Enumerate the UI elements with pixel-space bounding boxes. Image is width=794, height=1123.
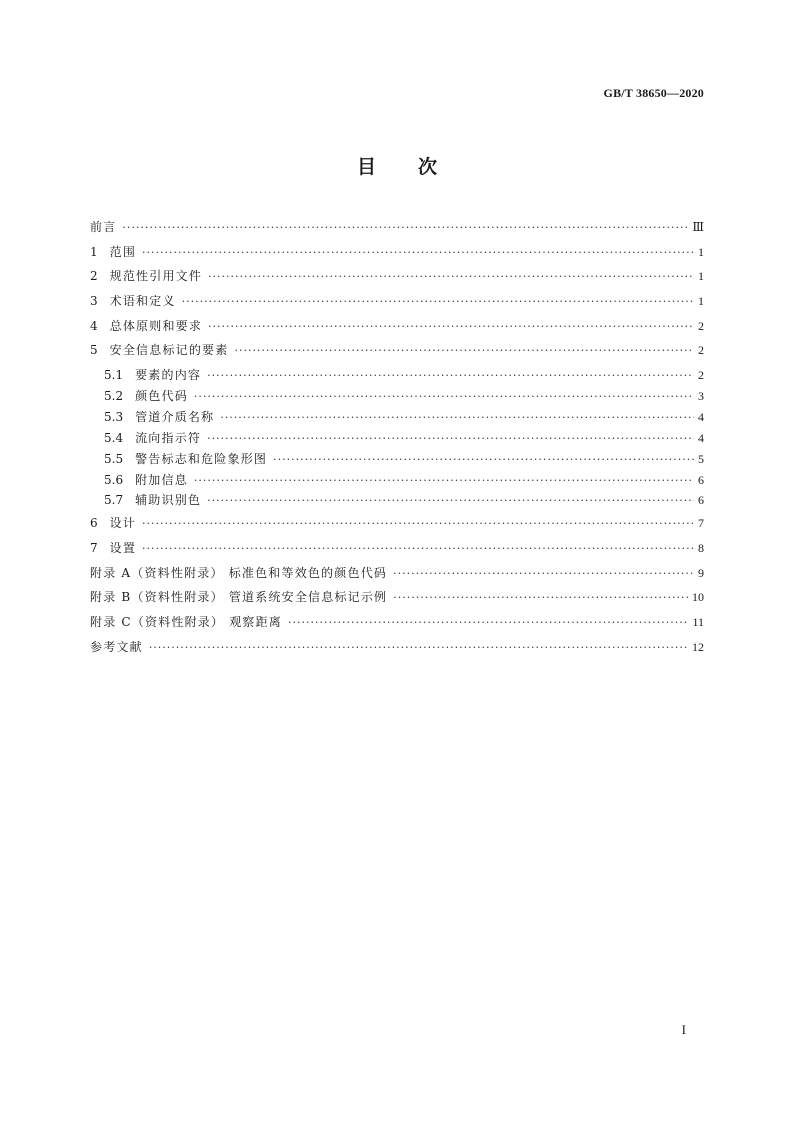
toc-section-number: 5.6 [104, 472, 124, 487]
toc-entry-label: 总体原则和要求 [109, 318, 203, 333]
toc-entry-5-2[interactable] [90, 387, 704, 408]
toc-entry-appendix-b[interactable] [90, 588, 704, 613]
toc-page-number: 2 [698, 318, 704, 333]
toc-section-number: 5.5 [104, 451, 124, 466]
toc-dot-leader [288, 616, 688, 629]
toc-dot-leader [207, 432, 694, 445]
toc-entry-label: 范围 [109, 244, 137, 259]
toc-entry-label: 流向指示符 [135, 430, 202, 445]
toc-entry-label: 管道介质名称 [135, 409, 215, 424]
toc-page-number: 12 [692, 639, 704, 654]
toc-entry-references[interactable] [90, 638, 704, 663]
toc-page-number: 6 [698, 493, 704, 508]
toc-entry-5[interactable] [90, 341, 704, 366]
toc-page-number: 4 [698, 430, 704, 445]
toc-dot-leader [208, 320, 694, 333]
toc-page-number: 3 [698, 389, 704, 404]
toc-page-number: 9 [698, 565, 704, 580]
toc-entry-5-3[interactable] [90, 408, 704, 429]
toc-section-number: 4 [90, 318, 98, 333]
toc-page-number: 1 [698, 269, 704, 284]
toc-page-number: 10 [692, 590, 704, 605]
toc-entry-label: 术语和定义 [109, 294, 176, 309]
page-title: 目次 [356, 156, 479, 178]
toc-section-number: 5.1 [104, 368, 124, 383]
toc-dot-leader [142, 542, 694, 555]
toc-dot-leader [149, 641, 688, 654]
toc-entry-label: 规范性引用文件 [109, 269, 203, 284]
toc-page-number: 4 [698, 409, 704, 424]
toc-dot-leader [220, 411, 694, 424]
toc-entry-label: 颜色代码 [135, 389, 188, 404]
toc-entry-label: 警告标志和危险象形图 [135, 451, 268, 466]
toc-entry-5-6[interactable] [90, 471, 704, 492]
toc-entry-4[interactable] [90, 317, 704, 342]
toc-dot-leader [207, 369, 694, 382]
toc-page-number: 1 [698, 294, 704, 309]
toc-entry-5-7[interactable] [90, 491, 704, 512]
toc-entry-5-1[interactable] [90, 366, 704, 387]
toc-dot-leader [142, 517, 694, 530]
toc-entry-5-5[interactable] [90, 450, 704, 471]
toc-page-number: 6 [698, 472, 704, 487]
toc-dot-leader [182, 295, 694, 308]
toc-dot-leader [142, 246, 694, 259]
toc-dot-leader [122, 221, 688, 234]
toc-dot-leader [194, 390, 694, 403]
toc-page-number: 7 [698, 516, 704, 531]
toc-dot-leader [234, 344, 694, 357]
toc-dot-leader [207, 494, 694, 507]
toc-section-number: 5.2 [104, 389, 124, 404]
toc-page-number: 1 [698, 244, 704, 259]
toc-section-number: 2 [90, 269, 98, 284]
toc-entry-label: 辅助识别色 [135, 493, 202, 508]
document-code: GB/T 38650—2020 [603, 86, 704, 100]
toc-dot-leader [194, 474, 694, 487]
toc-entry-label: 安全信息标记的要素 [109, 343, 229, 358]
toc-entry-label: 附录 B（资料性附录） 管道系统安全信息标记示例 [90, 590, 388, 605]
toc-entry-7[interactable] [90, 539, 704, 564]
toc-section-number: 1 [90, 244, 98, 259]
toc-entry-label: 设计 [109, 516, 137, 531]
page-folio-number: I [681, 1022, 686, 1037]
toc-dot-leader [273, 453, 694, 466]
toc-section-number: 5.3 [104, 409, 124, 424]
toc-entry-label: 附录 A（资料性附录） 标准色和等效色的颜色代码 [90, 565, 388, 580]
toc-entry-label: 设置 [109, 541, 137, 556]
toc-page-number: 11 [692, 615, 704, 630]
toc-entry-label: 参考文献 [90, 639, 143, 654]
toc-section-number: 5 [90, 343, 98, 358]
toc-page-number: Ⅲ [692, 220, 704, 234]
toc-entry-label: 前言 [90, 220, 117, 234]
toc-entry-5-4[interactable] [90, 429, 704, 450]
toc-entry-label: 附录 C（资料性附录） 观察距离 [90, 615, 283, 630]
toc-section-number: 5.4 [104, 430, 124, 445]
toc-entry-appendix-c[interactable] [90, 613, 704, 638]
toc-page-number: 2 [698, 343, 704, 358]
toc-section-number: 7 [90, 541, 98, 556]
toc-section-number: 6 [90, 516, 98, 531]
toc-section-number: 3 [90, 294, 98, 309]
toc-entry-label: 要素的内容 [135, 368, 202, 383]
toc-section-number: 5.7 [104, 493, 124, 508]
toc-entry-6[interactable] [90, 514, 704, 539]
toc-entry-2[interactable] [90, 267, 704, 292]
toc-page-number: 2 [698, 368, 704, 383]
toc-dot-leader [208, 270, 694, 283]
table-of-contents [90, 218, 704, 662]
toc-page-number: 5 [698, 451, 704, 466]
toc-page-number: 8 [698, 541, 704, 556]
toc-entry-label: 附加信息 [135, 472, 188, 487]
toc-entry-3[interactable] [90, 292, 704, 317]
toc-dot-leader [393, 567, 694, 580]
toc-entry-appendix-a[interactable] [90, 564, 704, 589]
toc-entry-foreword[interactable] [90, 218, 704, 243]
toc-dot-leader [393, 591, 688, 604]
toc-entry-1[interactable] [90, 243, 704, 268]
